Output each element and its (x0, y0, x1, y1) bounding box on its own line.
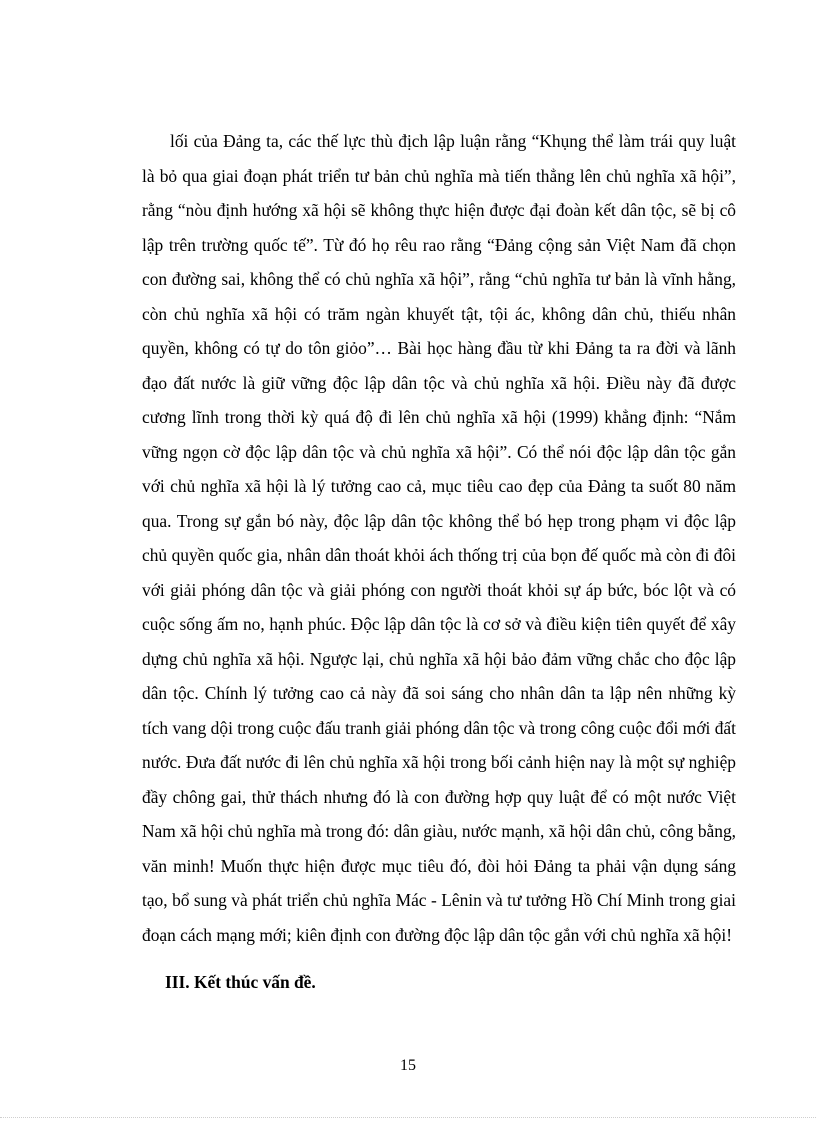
section-heading: III. Kết thúc vấn đề. (165, 972, 316, 992)
body-paragraph: lối của Đảng ta, các thế lực thù địch lập luận rằng “Khụng thể làm trái quy luật là bỏ qua giai đoạn phát triển tư bản chủ nghĩa mà tiến thẳng lên chủ nghĩa xã hội”, rằng “nòu định hướng xã hội sẽ không thực hiện được đại đoàn kết dân tộc, sẽ bị cô lập trên trường quốc tế”. Từ đó họ rêu rao rằng “Đảng cộng sản Việt Nam đã chọn con đường sai, không thể có chủ nghĩa xã hội”, rằng “chủ nghĩa tư bản là vĩnh hằng, còn chủ nghĩa xã hội có trăm ngàn khuyết tật, tội ác, không dân chủ, thiếu nhân quyền, không có tự do tôn giỏo”… Bài học hàng đầu từ khi Đảng ta ra đời và lãnh đạo đất nước là giữ vững độc lập dân tộc và chủ nghĩa xã hội. Điều này đã được cương lĩnh trong thời kỳ quá độ đi lên chủ nghĩa xã hội (1999) khẳng định: “Nắm vững ngọn cờ độc lập dân tộc và chủ nghĩa xã hội”. Có thể nói độc lập dân tộc gắn với chủ nghĩa xã hội là lý tưởng cao cả, mục tiêu cao đẹp của Đảng ta suốt 80 năm qua. Trong sự gắn bó này, độc lập dân tộc không thể bó hẹp trong phạm vi độc lập chủ quyền quốc gia, nhân dân thoát khỏi ách thống trị của bọn đế quốc mà còn đi đôi với giải phóng dân tộc và giải phóng con người thoát khỏi sự áp bức, bóc lột và có cuộc sống ấm no, hạnh phúc. Độc lập dân tộc là cơ sở và điều kiện tiên quyết để xây dựng chủ nghĩa xã hội. Ngược lại, chủ nghĩa xã hội bảo đảm vững chắc cho độc lập dân tộc. Chính lý tưởng cao cả này đã soi sáng cho nhân dân ta lập nên những kỳ tích vang dội trong cuộc đấu tranh giải phóng dân tộc và trong công cuộc đổi mới đất nước. Đưa đất nước đi lên chủ nghĩa xã hội trong bối cảnh hiện nay là một sự nghiệp đầy chông gai, thử thách nhưng đó là con đường hợp quy luật để có một nước Việt Nam xã hội chủ nghĩa mà trong đó: dân giàu, nước mạnh, xã hội dân chủ, công bằng, văn minh! Muốn thực hiện được mục tiêu đó, đòi hỏi Đảng ta phải vận dụng sáng tạo, bổ sung và phát triển chủ nghĩa Mác - Lênin và tư tưởng Hồ Chí Minh trong giai đoạn cách mạng mới; kiên định con đường độc lập dân tộc gắn với chủ nghĩa xã hội! (142, 131, 736, 945)
body-text (142, 124, 736, 952)
page-bottom-rule (0, 1117, 816, 1118)
page-number: 15 (400, 1057, 416, 1074)
